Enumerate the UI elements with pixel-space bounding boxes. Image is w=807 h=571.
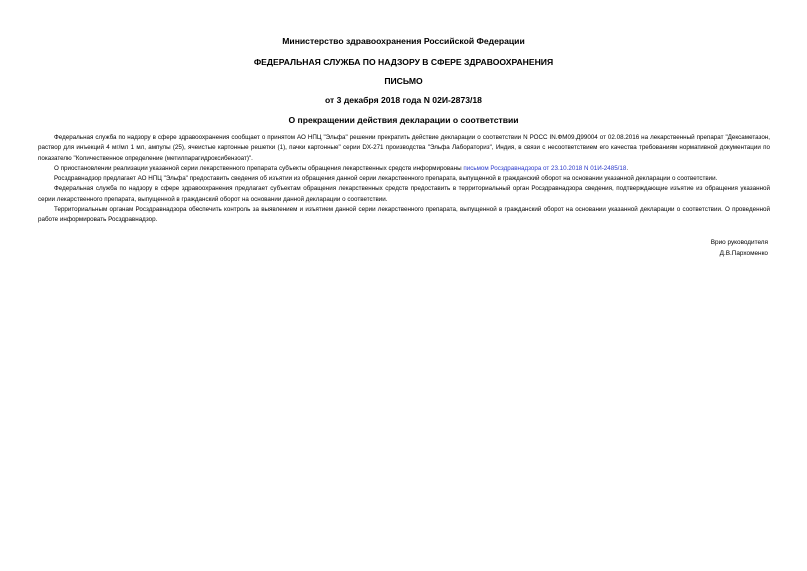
document-subject: О прекращении действия декларации о соответствии — [288, 115, 519, 125]
paragraph-5: Территориальным органам Росздравнадзора обеспечить контроль за выявлением и изъятием данной серии лекарственного препарата, выпущенной в гражданский оборот на основании указанной декларации о соответствии. О проведенной работе информировать Росздравнадзор. — [38, 206, 770, 224]
paragraph-3: Росздравнадзор предлагает АО НПЦ "Эльфа" предоставить сведения об изъятии из обращения данной серии лекарственного препарата, выпущенной в гражданский оборот на основании указанной декларации о соответствии. — [54, 175, 718, 183]
paragraph-1: Федеральная служба по надзору в сфере здравоохранения сообщает о принятом АО НПЦ "Эльфа" решении прекратить действие декларации о соответствии N РОСС IN.ФМ09.Д99004 от 02.08.2016 на лекарственный препарат "Дексаметазон, раствор для инъекций 4 мг/мл 1 мл, ампулы (25), ячеистые картонные решетки (1), пачки картонные" серии DX-271 производства "Эльфа Лабораториз", Индия, в связи с несоответствием его качества требованиям нормативной документации по показателю "Количественное определение (метилпарагидроксибензоат)". — [38, 134, 770, 162]
reference-letter-link[interactable]: письмом Росздравнадзора от 23.10.2018 N 01И-2485/18 — [463, 164, 627, 172]
signatory-name: Д.В.Пархоменко — [719, 250, 768, 257]
ministry-heading: Министерство здравоохранения Российской Федерации — [282, 36, 525, 46]
paragraph-4: Федеральная служба по надзору в сфере здравоохранения предлагает субъектам обращения лекарственных средств предоставить в территориальный орган Росздравнадзора сведения, подтверждающие изъятие из обращения указанной серии лекарственного препарата, выпущенной в гражданский оборот на основании данной декларации о соответствии. — [38, 185, 770, 203]
document-type: ПИСЬМО — [384, 76, 423, 86]
document-date-number: от 3 декабря 2018 года N 02И-2873/18 — [325, 95, 482, 105]
paragraph-2 — [38, 164, 770, 174]
paragraph-2-end: . — [626, 164, 629, 172]
document-body — [38, 133, 770, 226]
service-heading: ФЕДЕРАЛЬНАЯ СЛУЖБА ПО НАДЗОРУ В СФЕРЕ ЗДРАВООХРАНЕНИЯ — [253, 57, 554, 67]
paragraph-2-text: О приостановлении реализации указанной серии лекарственного препарата субъекты обращения лекарственных средств информированы — [54, 164, 464, 172]
signatory-position: Врио руководителя — [710, 239, 768, 246]
